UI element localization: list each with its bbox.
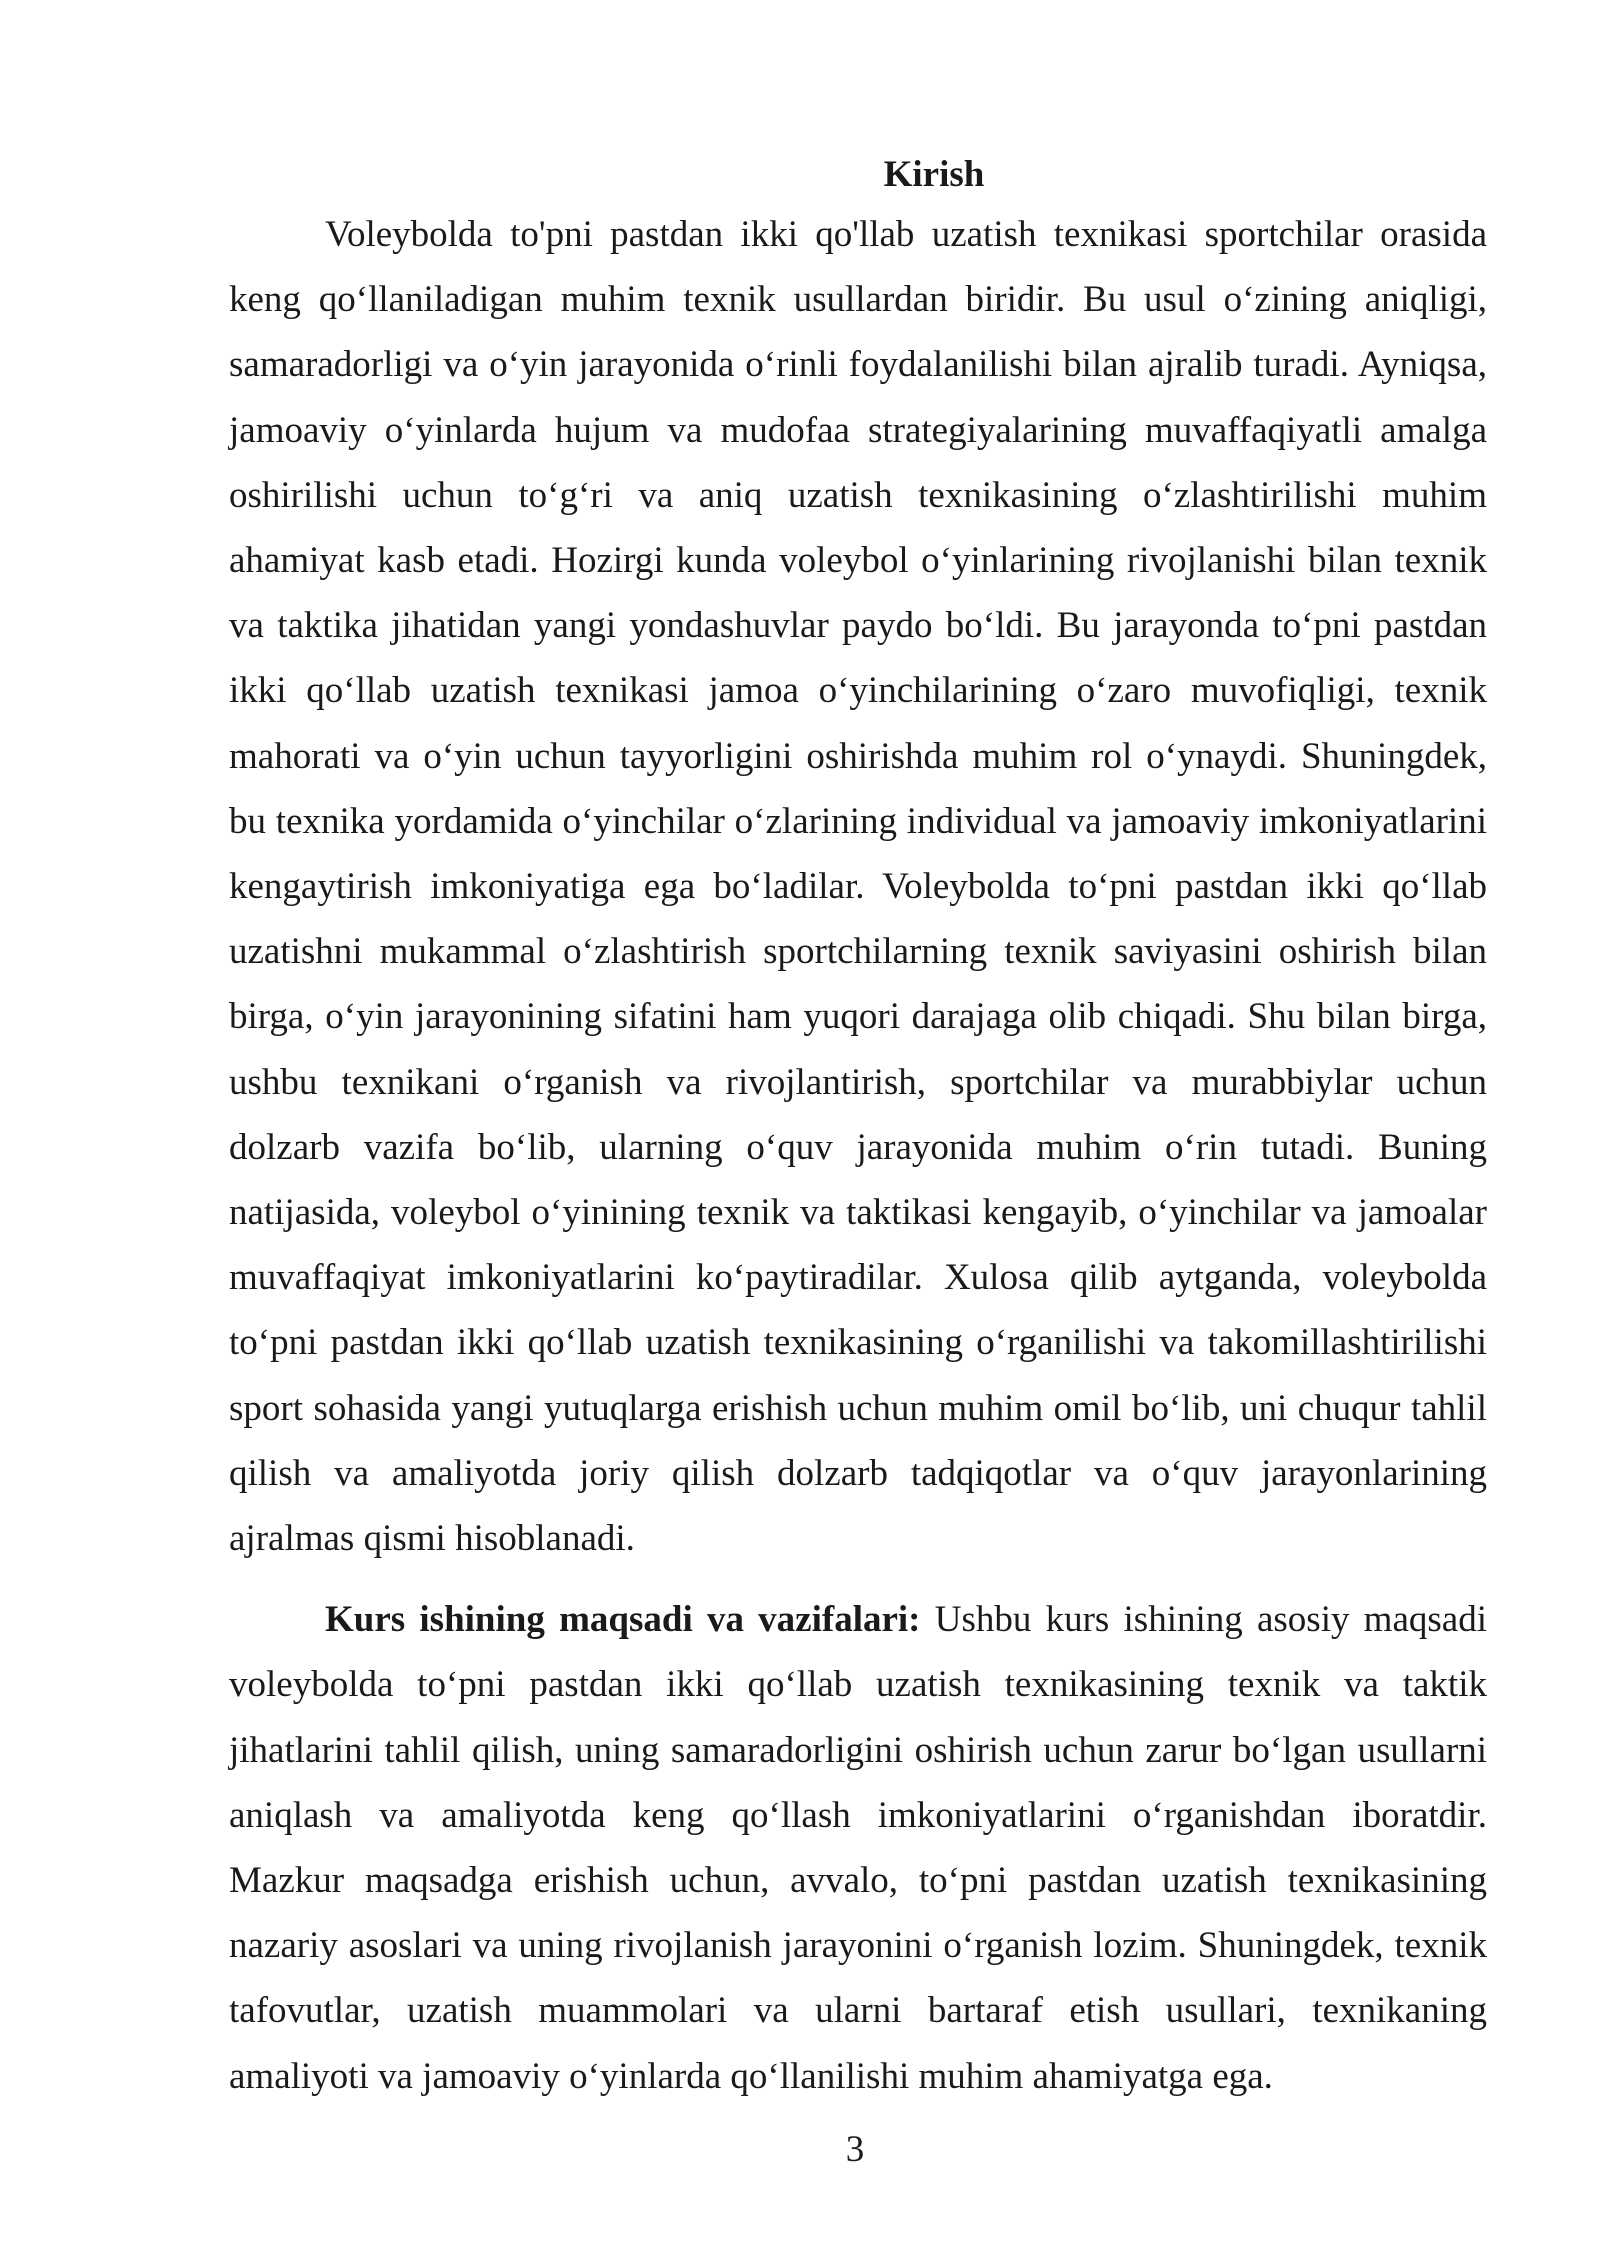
section-heading: Kirish: [883, 154, 985, 195]
intro-paragraph: Voleybolda to'pni pastdan ikki qo'llab uzatish texnikasi sportchilar orasida keng qoʻllaniladigan muhim texnik usullardan biridir. Bu usul oʻzining aniqligi, samaradorligi va oʻyin jarayonida oʻrinli foydalanilishi bilan ajralib turadi. Ayniqsa, jamoaviy oʻyinlarda hujum va mudofaa strategiyalarining muvaffaqiyatli amalga oshirilishi uchun toʻgʻri va aniq uzatish texnikasining oʻzlashtirilishi muhim ahamiyat kasb etadi. Hozirgi kunda voleybol oʻyinlarining rivojlanishi bilan texnik va taktika jihatidan yangi yondashuvlar paydo boʻldi. Bu jarayonda toʻpni pastdan ikki qoʻllab uzatish texnikasi jamoa oʻyinchilarining oʻzaro muvofiqligi, texnik mahorati va oʻyin uchun tayyorligini oshirishda muhim rol oʻynaydi. Shuningdek, bu texnika yordamida oʻyinchilar oʻzlarining individual va jamoaviy imkoniyatlarini kengaytirish imkoniyatiga ega boʻladilar. Voleybolda toʻpni pastdan ikki qoʻllab uzatishni mukammal oʻzlashtirish sportchilarning texnik saviyasini oshirish bilan birga, oʻyin jarayonining sifatini ham yuqori darajaga olib chiqadi. Shu bilan birga, ushbu texnikani oʻrganish va rivojlantirish, sportchilar va murabbiylar uchun dolzarb vazifa boʻlib, ularning oʻquv jarayonida muhim oʻrin tutadi. Buning natijasida, voleybol oʻyinining texnik va taktikasi kengayib, oʻyinchilar va jamoalar muvaffaqiyat imkoniyatlarini koʻpaytiradilar. Xulosa qilib aytganda, voleybolda toʻpni pastdan ikki qoʻllab uzatish texnikasining oʻrganilishi va takomillashtirilishi sport sohasida yangi yutuqlarga erishish uchun muhim omil boʻlib, uni chuqur tahlil qilish va amaliyotda joriy qilish dolzarb tadqiqotlar va oʻquv jarayonlarining ajralmas qismi hisoblanadi.: [229, 214, 1487, 1560]
goals-paragraph-body: Ushbu kurs ishining asosiy maqsadi voleybolda toʻpni pastdan ikki qoʻllab uzatish texnikasining texnik va taktik jihatlarini tahlil qilish, uning samaradorligini oshirish uchun zarur boʻlgan usullarni aniqlash va amaliyotda keng qoʻllash imkoniyatlarini oʻrganishdan iboratdir. Mazkur maqsadga erishish uchun, avvalo, toʻpni pastdan uzatish texnikasining nazariy asoslari va uning rivojlanish jarayonini oʻrganish lozim. Shuningdek, texnik tafovutlar, uzatish muammolari va ularni bartaraf etish usullari, texnikaning amaliyoti va jamoaviy oʻyinlarda qoʻllanilishi muhim ahamiyatga ega.: [229, 1599, 1487, 2097]
page-number: 3: [845, 2129, 865, 2170]
goals-paragraph: [229, 1587, 1487, 2109]
page-body: [229, 148, 1487, 2109]
goals-paragraph-lead: Kurs ishining maqsadi va vazifalari:: [325, 1599, 921, 1641]
